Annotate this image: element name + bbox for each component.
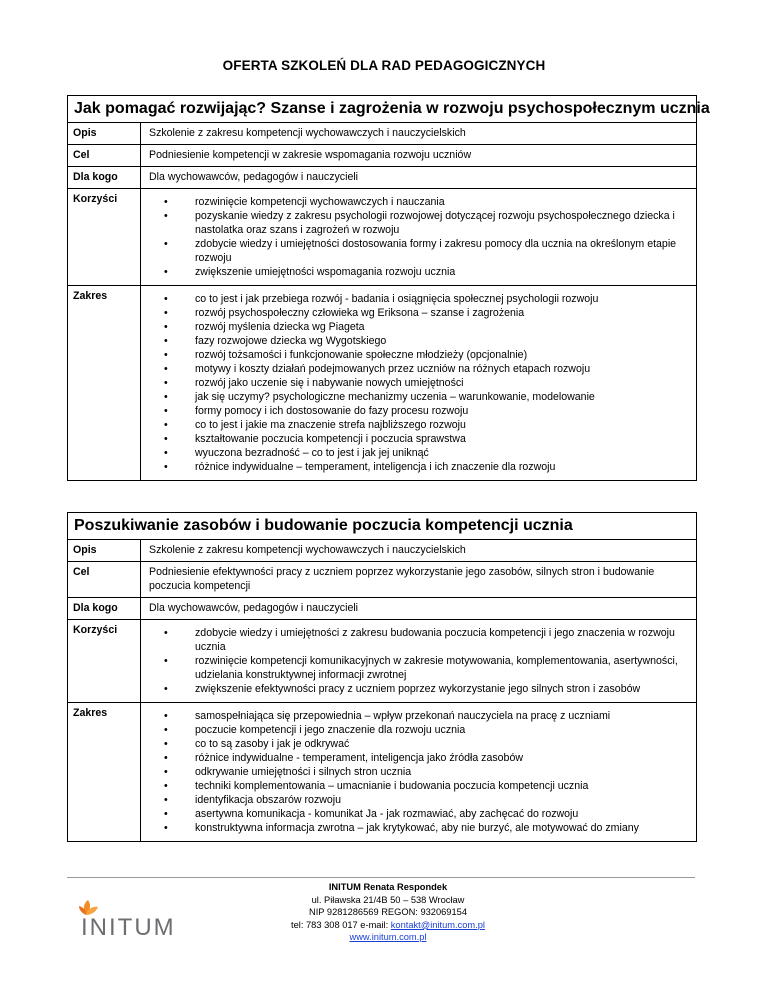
list-item: • formy pomocy i ich dostosowanie do fazy procesu rozwoju <box>149 404 692 418</box>
row-cel <box>68 145 696 167</box>
list-item: • rozwinięcie kompetencji komunikacyjnych w zakresie motywowania, komplementowania, asertywności, udzielania konstruktywnej informacji zwrotnej <box>149 654 692 682</box>
row-zakres <box>68 703 696 842</box>
dla-kogo-value: Dla wychowawców, pedagogów i nauczycieli <box>141 167 697 189</box>
footer-contact-prefix: tel: 783 308 017 e-mail: <box>291 919 391 930</box>
training-section-1 <box>67 95 710 481</box>
list-item: • rozwinięcie kompetencji wychowawczych i nauczania <box>149 195 692 209</box>
list-item: • identyfikacja obszarów rozwoju <box>149 793 692 807</box>
row-korzysci <box>68 189 696 286</box>
email-link[interactable]: kontakt@initum.com.pl <box>390 919 485 930</box>
page-title: OFERTA SZKOLEŃ DLA RAD PEDAGOGICZNYCH <box>222 58 546 73</box>
row-label: Cel <box>68 145 141 167</box>
row-dla-kogo <box>68 167 696 189</box>
list-item: • co to jest i jak przebiega rozwój - badania i osiągnięcia społecznej psychologii rozwoju <box>149 292 692 306</box>
list-item: • zwiększenie efektywności pracy z uczniem poprzez wykorzystanie jego silnych stron i zasobów <box>149 682 692 696</box>
row-label: Opis <box>68 123 141 145</box>
row-label: Dla kogo <box>68 598 141 620</box>
row-label: Cel <box>68 562 141 598</box>
footer-divider <box>67 877 695 878</box>
opis-value: Szkolenie z zakresu kompetencji wychowawczych i nauczycielskich <box>141 540 697 562</box>
list-item: • różnice indywidualne – temperament, inteligencja i ich znaczenie dla rozwoju <box>149 460 692 474</box>
row-label: Opis <box>68 540 141 562</box>
row-label: Korzyści <box>68 189 141 286</box>
list-item: • konstruktywna informacja zwrotna – jak krytykować, aby nie burzyć, ale motywować do zmiany <box>149 821 692 835</box>
list-item: • zdobycie wiedzy i umiejętności dostosowania formy i zakresu pomocy dla ucznia na określonym etapie rozwoju <box>149 237 692 265</box>
list-item: • zwiększenie umiejętności wspomagania rozwoju ucznia <box>149 265 692 279</box>
row-zakres <box>68 286 696 481</box>
row-label: Zakres <box>68 286 141 481</box>
footer-address: ul. Piławska 21/4B 50 – 538 Wrocław <box>311 894 465 905</box>
list-item: • rozwój psychospołeczny człowieka wg Eriksona – szanse i zagrożenia <box>149 306 692 320</box>
list-item: • rozwój myślenia dziecka wg Piageta <box>149 320 692 334</box>
list-item: • różnice indywidualne - temperament, inteligencja jako źródła zasobów <box>149 751 692 765</box>
row-label: Dla kogo <box>68 167 141 189</box>
footer-contact <box>250 919 526 932</box>
section-heading: Poszukiwanie zasobów i budowanie poczucia kompetencji ucznia <box>68 513 696 540</box>
dla-kogo-value: Dla wychowawców, pedagogów i nauczycieli <box>141 598 697 620</box>
list-item: • rozwój tożsamości i funkcjonowanie społeczne młodzieży (opcjonalnie) <box>149 348 692 362</box>
footer-company: INITUM Renata Respondek <box>328 882 448 892</box>
list-item: • wyuczona bezradność – co to jest i jak jej uniknąć <box>149 446 692 460</box>
list-item: • jak się uczymy? psychologiczne mechanizmy uczenia – warunkowanie, modelowanie <box>149 390 692 404</box>
list-item: • techniki komplementowania – umacnianie i budowania poczucia kompetencji ucznia <box>149 779 692 793</box>
row-dla-kogo <box>68 598 696 620</box>
list-item: • co to są zasoby i jak je odkrywać <box>149 737 692 751</box>
row-opis <box>68 123 696 145</box>
list-item: • samospełniająca się przepowiednia – wpływ przekonań nauczyciela na pracę z uczniami <box>149 709 692 723</box>
list-item: • kształtowanie poczucia kompetencji i poczucia sprawstwa <box>149 432 692 446</box>
row-opis <box>68 540 696 562</box>
row-label: Zakres <box>68 703 141 842</box>
cel-value: Podniesienie kompetencji w zakresie wspomagania rozwoju uczniów <box>141 145 697 167</box>
korzysci-list <box>149 626 692 696</box>
training-details-table <box>68 540 696 842</box>
logo-petals-icon <box>79 900 98 915</box>
list-item: • poczucie kompetencji i jego znaczenie dla rozwoju ucznia <box>149 723 692 737</box>
row-cel <box>68 562 696 598</box>
list-item: • pozyskanie wiedzy z zakresu psychologii rozwojowej dotyczącej rozwoju psychospołecznego dziecka i nastolatka oraz szans i zagrożeń w rozwoju <box>149 209 692 237</box>
list-item: • rozwój jako uczenie się i nabywanie nowych umiejętności <box>149 376 692 390</box>
list-item: • zdobycie wiedzy i umiejętności z zakresu budowania poczucia kompetencji i jego znaczenia w rozwoju ucznia <box>149 626 692 654</box>
footer-ids: NIP 9281286569 REGON: 932069154 <box>309 907 467 918</box>
cel-value: Podniesienie efektywności pracy z uczniem poprzez wykorzystanie jego zasobów, silnych stron i budowanie poczucia kompetencji <box>141 562 697 598</box>
training-section-2 <box>67 512 697 842</box>
initum-logo <box>78 898 198 938</box>
section-heading: Jak pomagać rozwijając? Szanse i zagrożenia w rozwoju psychospołecznym ucznia <box>68 96 696 123</box>
logo-wordmark: INITUM <box>81 914 176 938</box>
list-item: • co to jest i jakie ma znaczenie strefa najbliższego rozwoju <box>149 418 692 432</box>
korzysci-list <box>149 195 692 279</box>
list-item: • odkrywanie umiejętności i silnych stron ucznia <box>149 765 692 779</box>
list-item: • motywy i koszty działań podejmowanych przez uczniów na różnych etapach rozwoju <box>149 362 692 376</box>
list-item: • fazy rozwojowe dziecka wg Wygotskiego <box>149 334 692 348</box>
training-details-table <box>68 123 696 481</box>
website-link[interactable]: www.initum.com.pl <box>349 932 427 943</box>
footer <box>250 881 526 944</box>
list-item: • asertywna komunikacja - komunikat Ja - jak rozmawiać, aby zachęcać do rozwoju <box>149 807 692 821</box>
zakres-list <box>149 292 692 474</box>
row-label: Korzyści <box>68 620 141 703</box>
zakres-list <box>149 709 692 835</box>
opis-value: Szkolenie z zakresu kompetencji wychowawczych i nauczycielskich <box>141 123 697 145</box>
row-korzysci <box>68 620 696 703</box>
